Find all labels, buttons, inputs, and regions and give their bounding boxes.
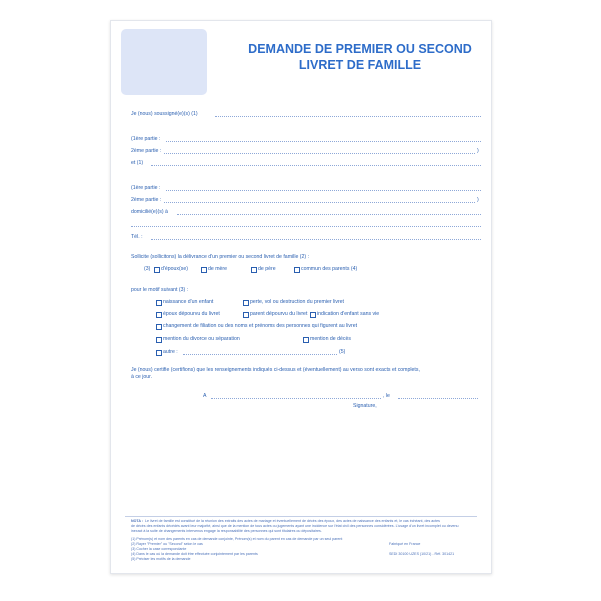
et-field[interactable] xyxy=(151,165,481,166)
checkbox-epoux-depourvu[interactable] xyxy=(156,312,162,318)
je-soussigne-field[interactable] xyxy=(215,116,481,117)
certifie-line-2: à ce jour. xyxy=(131,374,153,380)
motif-enfant-sans-vie: indication d'enfant sans vie xyxy=(317,311,380,317)
option-epoux: d'époux(se) xyxy=(161,266,188,272)
ref-5: (5) xyxy=(339,349,346,355)
footnote-1: (1) Prénom(s) et nom des parents en cas de demande conjointe, Prénom(s) et nom du parent en cas de demande par un seul parent xyxy=(131,537,343,541)
nota-divider xyxy=(125,516,477,517)
checkbox-perte[interactable] xyxy=(243,300,249,306)
option-mere: de mère xyxy=(208,266,228,272)
form-sheet xyxy=(110,20,492,574)
motif-naissance: naissance d'un enfant xyxy=(163,299,214,305)
option-commun: commun des parents (4) xyxy=(301,266,358,272)
checkbox-mere[interactable] xyxy=(201,267,207,273)
domicile-field[interactable] xyxy=(177,214,481,215)
ref-code: SEDI 30100 UZES (10/21) - Réf. 301421 xyxy=(389,552,455,556)
partie2-a-label: 2ème partie : xyxy=(131,148,162,154)
checkbox-autre[interactable] xyxy=(156,350,162,356)
autre-field[interactable] xyxy=(183,354,337,355)
checkbox-divorce[interactable] xyxy=(156,337,162,343)
checkbox-epoux[interactable] xyxy=(154,267,160,273)
je-soussigne-label: Je (nous) soussigné(e)(s) (1) xyxy=(131,111,198,117)
ref-3: (3) xyxy=(144,266,151,272)
le-label: , le xyxy=(383,393,390,399)
et-label: et (1) xyxy=(131,160,144,166)
title-line-1: DEMANDE DE PREMIER OU SECOND xyxy=(248,42,472,56)
checkbox-changement-filiation[interactable] xyxy=(156,324,162,330)
motif-deces: mention de décès xyxy=(310,336,351,342)
nota-line-3: inexact à la suite de changements intervenus engage la responsabilité des personnes qui sont titulaires ou dépositaires. xyxy=(131,529,322,533)
tel-label: Tél. : xyxy=(131,234,143,240)
sollicite-text: Sollicite (sollicitons) la délivrance d'un premier ou second livret de famille (2) : xyxy=(131,254,310,260)
form-title xyxy=(236,41,484,73)
partie2-a-field[interactable] xyxy=(164,153,475,154)
printed-in: Fabriqué en France xyxy=(389,542,421,546)
motif-changement-filiation: changement de filiation ou des noms et prénoms des personnes qui figurent au livret xyxy=(163,323,358,329)
title-line-2: LIVRET DE FAMILLE xyxy=(298,58,422,72)
partie1-b-label: (1ère partie : xyxy=(131,185,161,191)
partie1-a-label: (1ère partie : xyxy=(131,136,161,142)
checkbox-enfant-sans-vie[interactable] xyxy=(310,312,316,318)
photo-placeholder xyxy=(121,29,207,95)
motif-autre: autre : xyxy=(163,349,178,355)
signature-label: Signature, xyxy=(353,403,377,409)
footnote-4: (4) Dans le cas où la demande doit être effectuée conjointement par les parents xyxy=(131,552,258,556)
option-pere: de père xyxy=(258,266,276,272)
footnote-2: (2) Rayer "Premier" ou "Second" selon le cas xyxy=(131,542,203,546)
close-paren-a: ) xyxy=(477,148,479,154)
certifie-line-1: Je (nous) certifie (certifions) que les renseignements indiqués ci-dessus et (éventuellement) au verso sont exacts et complets, xyxy=(131,367,420,373)
tel-field[interactable] xyxy=(151,239,481,240)
footnote-3: (3) Cocher la case correspondante xyxy=(131,547,187,551)
motif-parent-depourvu: parent dépourvu du livret xyxy=(250,311,308,317)
motif-perte: perte, vol ou destruction du premier livret xyxy=(250,299,344,305)
close-paren-b: ) xyxy=(477,197,479,203)
checkbox-naissance[interactable] xyxy=(156,300,162,306)
checkbox-deces[interactable] xyxy=(303,337,309,343)
footnote-5: (5) Préciser les motifs de la demande xyxy=(131,557,191,561)
address-line-2[interactable] xyxy=(131,226,481,227)
checkbox-pere[interactable] xyxy=(251,267,257,273)
date-field[interactable] xyxy=(398,398,478,399)
nota-line-2: de décès des enfants décédés avant leur majorité, ainsi que de la mention de tous actes ou jugements ayant une incidence sur l'état civil des personnes considérées. L'usage d'un livret incomplet ou devenu xyxy=(131,524,459,528)
motif-divorce: mention du divorce ou séparation xyxy=(163,336,240,342)
partie1-a-field[interactable] xyxy=(166,141,481,142)
partie1-b-field[interactable] xyxy=(166,190,481,191)
partie2-b-label: 2ème partie : xyxy=(131,197,162,203)
nota-line-1: Le livret de famille est constitué de la réunion des extraits des actes de mariage et éventuellement de décès des époux, des actes de naissance des enfants et, le cas échéant, des actes xyxy=(145,519,440,523)
nota-label: NOTA : xyxy=(131,519,143,523)
partie2-b-field[interactable] xyxy=(164,202,475,203)
domicile-label: domicilié(e)(s) à xyxy=(131,209,168,215)
motif-label: pour le motif suivant (3) : xyxy=(131,287,189,293)
checkbox-commun[interactable] xyxy=(294,267,300,273)
a-field[interactable] xyxy=(211,398,381,399)
motif-epoux-depourvu: époux dépourvu du livret xyxy=(163,311,220,317)
a-label: A xyxy=(203,393,207,399)
checkbox-parent-depourvu[interactable] xyxy=(243,312,249,318)
